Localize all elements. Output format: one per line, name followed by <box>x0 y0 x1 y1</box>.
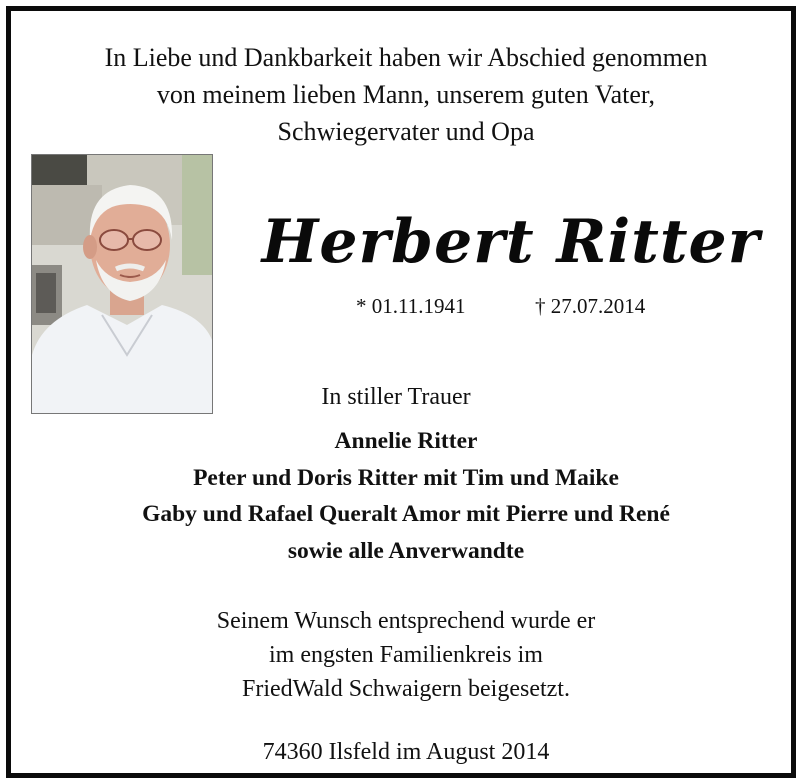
intro-line: In Liebe und Dankbarkeit haben wir Abschied genommen <box>104 43 708 72</box>
burial-note <box>11 604 800 706</box>
family-line: sowie alle Anverwandte <box>287 537 525 564</box>
intro-line: Schwiegervater und Opa <box>277 117 535 146</box>
obituary-frame <box>6 6 796 778</box>
portrait-photo <box>31 154 213 414</box>
burial-line: im engsten Familienkreis im <box>269 642 543 668</box>
family-line: Gaby und Rafael Queralt Amor mit Pierre und René <box>142 501 670 527</box>
burial-line: FriedWald Schwaigern beigesetzt. <box>242 676 570 702</box>
death-date: † 27.07.2014 <box>535 294 646 318</box>
mourning-label-block <box>11 381 800 413</box>
family-line: Annelie Ritter <box>334 428 478 454</box>
birth-date: * 01.11.1941 <box>356 294 466 318</box>
burial-line: Seinem Wunsch entsprechend wurde er <box>216 608 596 634</box>
family-line: Peter und Doris Ritter mit Tim und Maike <box>193 464 619 491</box>
deceased-name: Herbert Ritter <box>261 207 761 277</box>
place-and-date: 74360 Ilsfeld im August 2014 <box>262 739 550 765</box>
intro-text <box>11 39 800 150</box>
family-list <box>11 423 800 569</box>
mourning-label: In stiller Trauer <box>321 384 471 410</box>
intro-line: von meinem lieben Mann, unserem guten Vater, <box>156 80 656 109</box>
